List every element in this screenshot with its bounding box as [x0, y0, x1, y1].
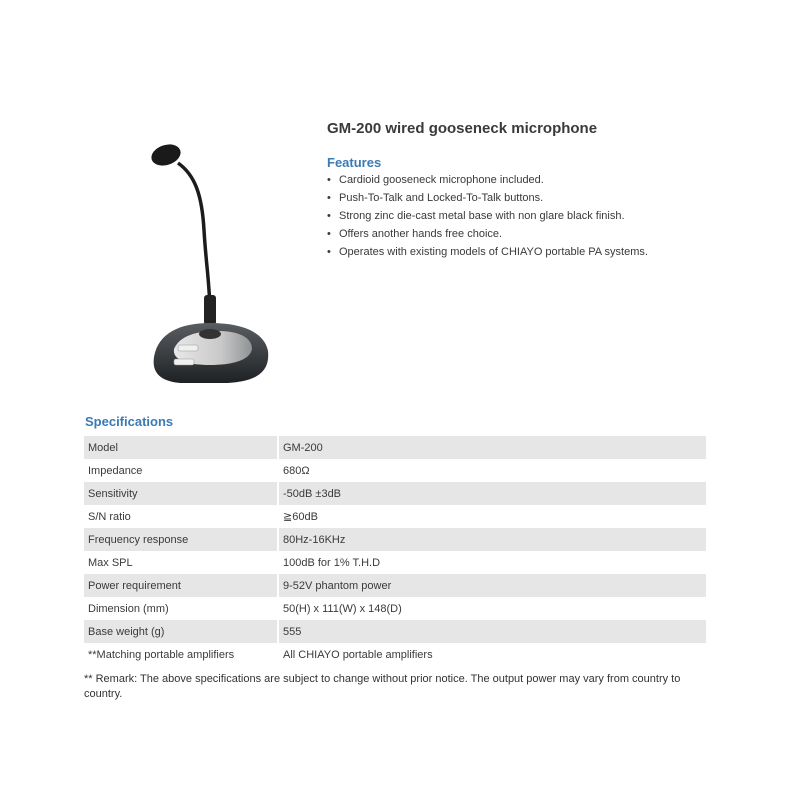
- table-row: [84, 551, 706, 574]
- table-row: [84, 528, 706, 551]
- gooseneck-microphone-icon: [140, 135, 275, 397]
- spec-value: 680Ω: [278, 459, 706, 482]
- feature-item: • Push-To-Talk and Locked-To-Talk buttons.: [327, 192, 544, 204]
- feature-item: • Strong zinc die-cast metal base with non glare black finish.: [327, 210, 625, 222]
- remark-note: ** Remark: The above specifications are subject to change without prior notice. The output power may vary from country to country.: [84, 673, 681, 700]
- feature-item: • Cardioid gooseneck microphone included.: [327, 174, 544, 186]
- table-row: [84, 643, 706, 666]
- table-row: [84, 620, 706, 643]
- spec-value: 555: [278, 620, 706, 643]
- bullet-icon: •: [327, 210, 331, 222]
- spec-value: All CHIAYO portable amplifiers: [278, 643, 706, 666]
- spec-value: ≧60dB: [278, 505, 706, 528]
- bullet-icon: •: [327, 174, 331, 186]
- spec-label: Dimension (mm): [84, 597, 278, 620]
- bullet-icon: •: [327, 192, 331, 204]
- features-heading: Features: [327, 155, 382, 170]
- spec-value: -50dB ±3dB: [278, 482, 706, 505]
- spec-label: Sensitivity: [84, 482, 278, 505]
- product-title: GM-200 wired gooseneck microphone: [327, 120, 598, 137]
- table-row: [84, 482, 706, 505]
- table-row: [84, 574, 706, 597]
- specifications-table: [84, 436, 706, 666]
- bullet-icon: •: [327, 228, 331, 240]
- spec-value: 9-52V phantom power: [278, 574, 706, 597]
- spec-label: **Matching portable amplifiers: [84, 643, 278, 666]
- feature-item: • Operates with existing models of CHIAYO portable PA systems.: [327, 246, 648, 258]
- spec-label: Base weight (g): [84, 620, 278, 643]
- bullet-icon: •: [327, 246, 331, 258]
- features-list: [327, 172, 648, 262]
- spec-label: Power requirement: [84, 574, 278, 597]
- table-row: [84, 459, 706, 482]
- table-row: [84, 436, 706, 459]
- table-row: [84, 505, 706, 528]
- specifications-heading: Specifications: [85, 414, 174, 429]
- spec-value: 100dB for 1% T.H.D: [278, 551, 706, 574]
- feature-item: • Offers another hands free choice.: [327, 228, 503, 240]
- spec-label: Model: [84, 436, 278, 459]
- spec-value: GM-200: [278, 436, 706, 459]
- spec-value: 50(H) x 111(W) x 148(D): [278, 597, 706, 620]
- spec-label: S/N ratio: [84, 505, 278, 528]
- spec-label: Frequency response: [84, 528, 278, 551]
- table-row: [84, 597, 706, 620]
- spec-label: Impedance: [84, 459, 278, 482]
- spec-value: 80Hz-16KHz: [278, 528, 706, 551]
- spec-label: Max SPL: [84, 551, 278, 574]
